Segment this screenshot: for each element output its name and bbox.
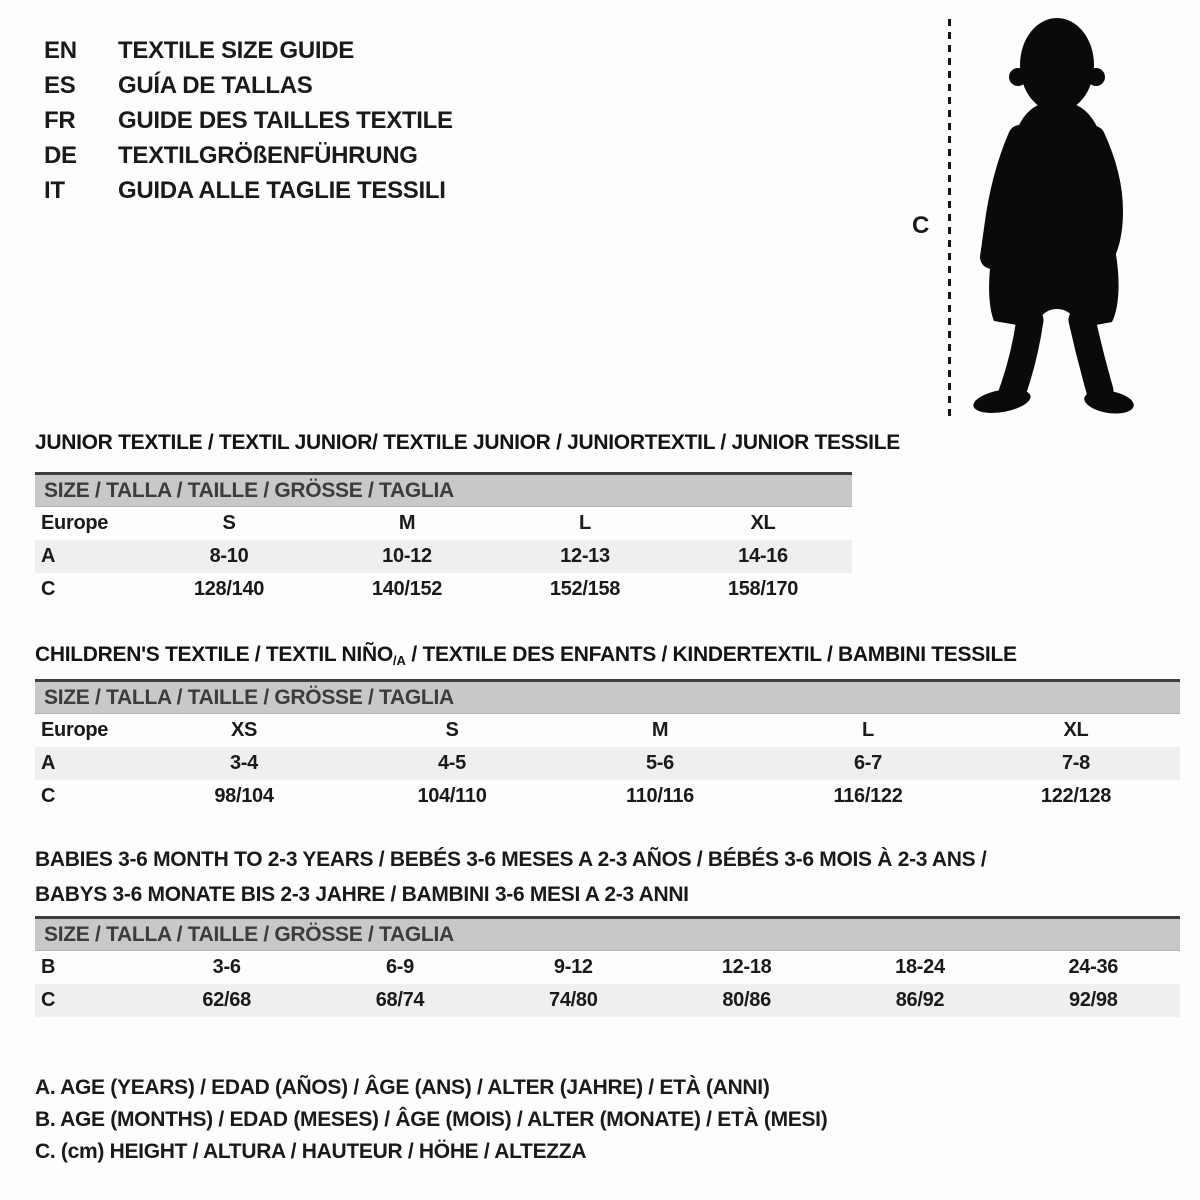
size-cell: L bbox=[862, 719, 874, 741]
legend-line-a: A. AGE (YEARS) / EDAD (AÑOS) / ÂGE (ANS) / ALTER (JAHRE) / ETÀ (ANNI) bbox=[35, 1076, 770, 1099]
language-row bbox=[44, 138, 453, 173]
size-cell: M bbox=[398, 512, 416, 534]
value-cell: 24-36 bbox=[1068, 956, 1119, 978]
children-title-subscript: /A bbox=[392, 653, 406, 668]
table-row-months bbox=[35, 951, 1180, 984]
language-title: GUÍA DE TALLAS bbox=[118, 72, 313, 99]
language-title: TEXTILE SIZE GUIDE bbox=[118, 37, 354, 64]
value-cell: 12-18 bbox=[721, 956, 772, 978]
language-title: GUIDE DES TAILLES TEXTILE bbox=[118, 107, 453, 134]
size-cell: S bbox=[445, 719, 459, 741]
babies-title-line1: BABIES 3-6 MONTH TO 2-3 YEARS / BEBÉS 3-6 MESES A 2-3 AÑOS / BÉBÉS 3-6 MOIS À 2-3 ANS / bbox=[35, 848, 987, 871]
language-row bbox=[44, 33, 453, 68]
toddler-silhouette bbox=[964, 15, 1136, 415]
row-label: C bbox=[41, 578, 56, 600]
height-measure-label: C bbox=[912, 212, 930, 239]
value-cell: 62/68 bbox=[202, 989, 251, 1011]
value-cell: 14-16 bbox=[738, 545, 788, 567]
value-cell: 86/92 bbox=[895, 989, 945, 1011]
language-code: DE bbox=[44, 142, 77, 169]
value-cell: 110/116 bbox=[626, 785, 694, 807]
value-cell: 98/104 bbox=[214, 785, 274, 807]
row-label: Europe bbox=[41, 719, 109, 741]
size-cell: XL bbox=[750, 512, 776, 534]
value-cell: 3-4 bbox=[229, 752, 258, 774]
table-row-age bbox=[35, 747, 1180, 780]
value-cell: 140/152 bbox=[371, 578, 443, 600]
language-title: GUIDA ALLE TAGLIE TESSILI bbox=[118, 177, 446, 204]
value-cell: 122/128 bbox=[1040, 785, 1112, 807]
language-title: TEXTILGRÖßENFÜHRUNG bbox=[118, 142, 418, 169]
language-code: IT bbox=[44, 177, 65, 204]
value-cell: 158/170 bbox=[727, 578, 799, 600]
size-cell: M bbox=[651, 719, 669, 741]
legend bbox=[35, 1072, 827, 1168]
language-code: FR bbox=[44, 107, 76, 134]
language-row bbox=[44, 173, 453, 208]
value-cell: 80/86 bbox=[722, 989, 771, 1011]
value-cell: 128/140 bbox=[193, 578, 265, 600]
babies-section-title bbox=[35, 842, 986, 912]
value-cell: 104/110 bbox=[417, 785, 487, 807]
row-label: A bbox=[41, 545, 56, 567]
babies-size-table bbox=[35, 916, 1180, 1017]
value-cell: 9-12 bbox=[553, 956, 593, 978]
language-code: ES bbox=[44, 72, 76, 99]
legend-line-c: C. (cm) HEIGHT / ALTURA / HAUTEUR / HÖHE / ALTEZZA bbox=[35, 1140, 587, 1163]
table-row-region bbox=[35, 714, 1180, 747]
value-cell: 6-7 bbox=[853, 752, 882, 774]
value-cell: 4-5 bbox=[437, 752, 466, 774]
row-label: B bbox=[41, 956, 56, 978]
value-cell: 7-8 bbox=[1061, 752, 1090, 774]
language-row bbox=[44, 68, 453, 103]
language-code: EN bbox=[44, 37, 77, 64]
value-cell: 74/80 bbox=[549, 989, 598, 1011]
legend-line-b: B. AGE (MONTHS) / EDAD (MESES) / ÂGE (MOIS) / ALTER (MONATE) / ETÀ (MESI) bbox=[35, 1108, 828, 1131]
babies-title-line2: BABYS 3-6 MONATE BIS 2-3 JAHRE / BAMBINI 3-6 MESI A 2-3 ANNI bbox=[35, 883, 689, 906]
size-cell: S bbox=[222, 512, 236, 534]
size-header-bar: SIZE / TALLA / TAILLE / GRÖSSE / TAGLIA bbox=[35, 472, 852, 507]
size-cell: L bbox=[579, 512, 591, 534]
value-cell: 5-6 bbox=[645, 752, 674, 774]
value-cell: 12-13 bbox=[560, 545, 610, 567]
children-title-suffix: / TEXTILE DES ENFANTS / KINDERTEXTIL / BAMBINI TESSILE bbox=[405, 643, 1017, 666]
size-header-bar: SIZE / TALLA / TAILLE / GRÖSSE / TAGLIA bbox=[35, 916, 1180, 951]
value-cell: 10-12 bbox=[382, 545, 432, 567]
children-title-prefix: CHILDREN'S TEXTILE / TEXTIL NIÑO bbox=[35, 643, 393, 666]
value-cell: 92/98 bbox=[1069, 989, 1118, 1011]
row-label: A bbox=[41, 752, 56, 774]
language-header bbox=[44, 33, 453, 208]
value-cell: 116/122 bbox=[833, 785, 903, 807]
row-label: C bbox=[41, 989, 56, 1011]
junior-section-title: JUNIOR TEXTILE / TEXTIL JUNIOR/ TEXTILE JUNIOR / JUNIORTEXTIL / JUNIOR TESSILE bbox=[35, 431, 900, 454]
table-row-height bbox=[35, 573, 852, 606]
row-label: C bbox=[41, 785, 56, 807]
table-row-region bbox=[35, 507, 852, 540]
value-cell: 68/74 bbox=[375, 989, 425, 1011]
row-label: Europe bbox=[41, 512, 109, 534]
value-cell: 18-24 bbox=[895, 956, 945, 978]
children-section-title bbox=[35, 643, 1017, 667]
value-cell: 152/158 bbox=[549, 578, 621, 600]
size-cell: XS bbox=[230, 719, 258, 741]
height-measure-dashed-line bbox=[948, 19, 951, 416]
size-header-bar: SIZE / TALLA / TAILLE / GRÖSSE / TAGLIA bbox=[35, 679, 1180, 714]
table-row-age bbox=[35, 540, 852, 573]
table-row-height bbox=[35, 984, 1180, 1017]
language-row bbox=[44, 103, 453, 138]
children-size-table bbox=[35, 679, 1180, 813]
value-cell: 8-10 bbox=[209, 545, 249, 567]
table-row-height bbox=[35, 780, 1180, 813]
value-cell: 6-9 bbox=[385, 956, 414, 978]
value-cell: 3-6 bbox=[212, 956, 241, 978]
size-cell: XL bbox=[1063, 719, 1089, 741]
junior-size-table bbox=[35, 472, 852, 606]
